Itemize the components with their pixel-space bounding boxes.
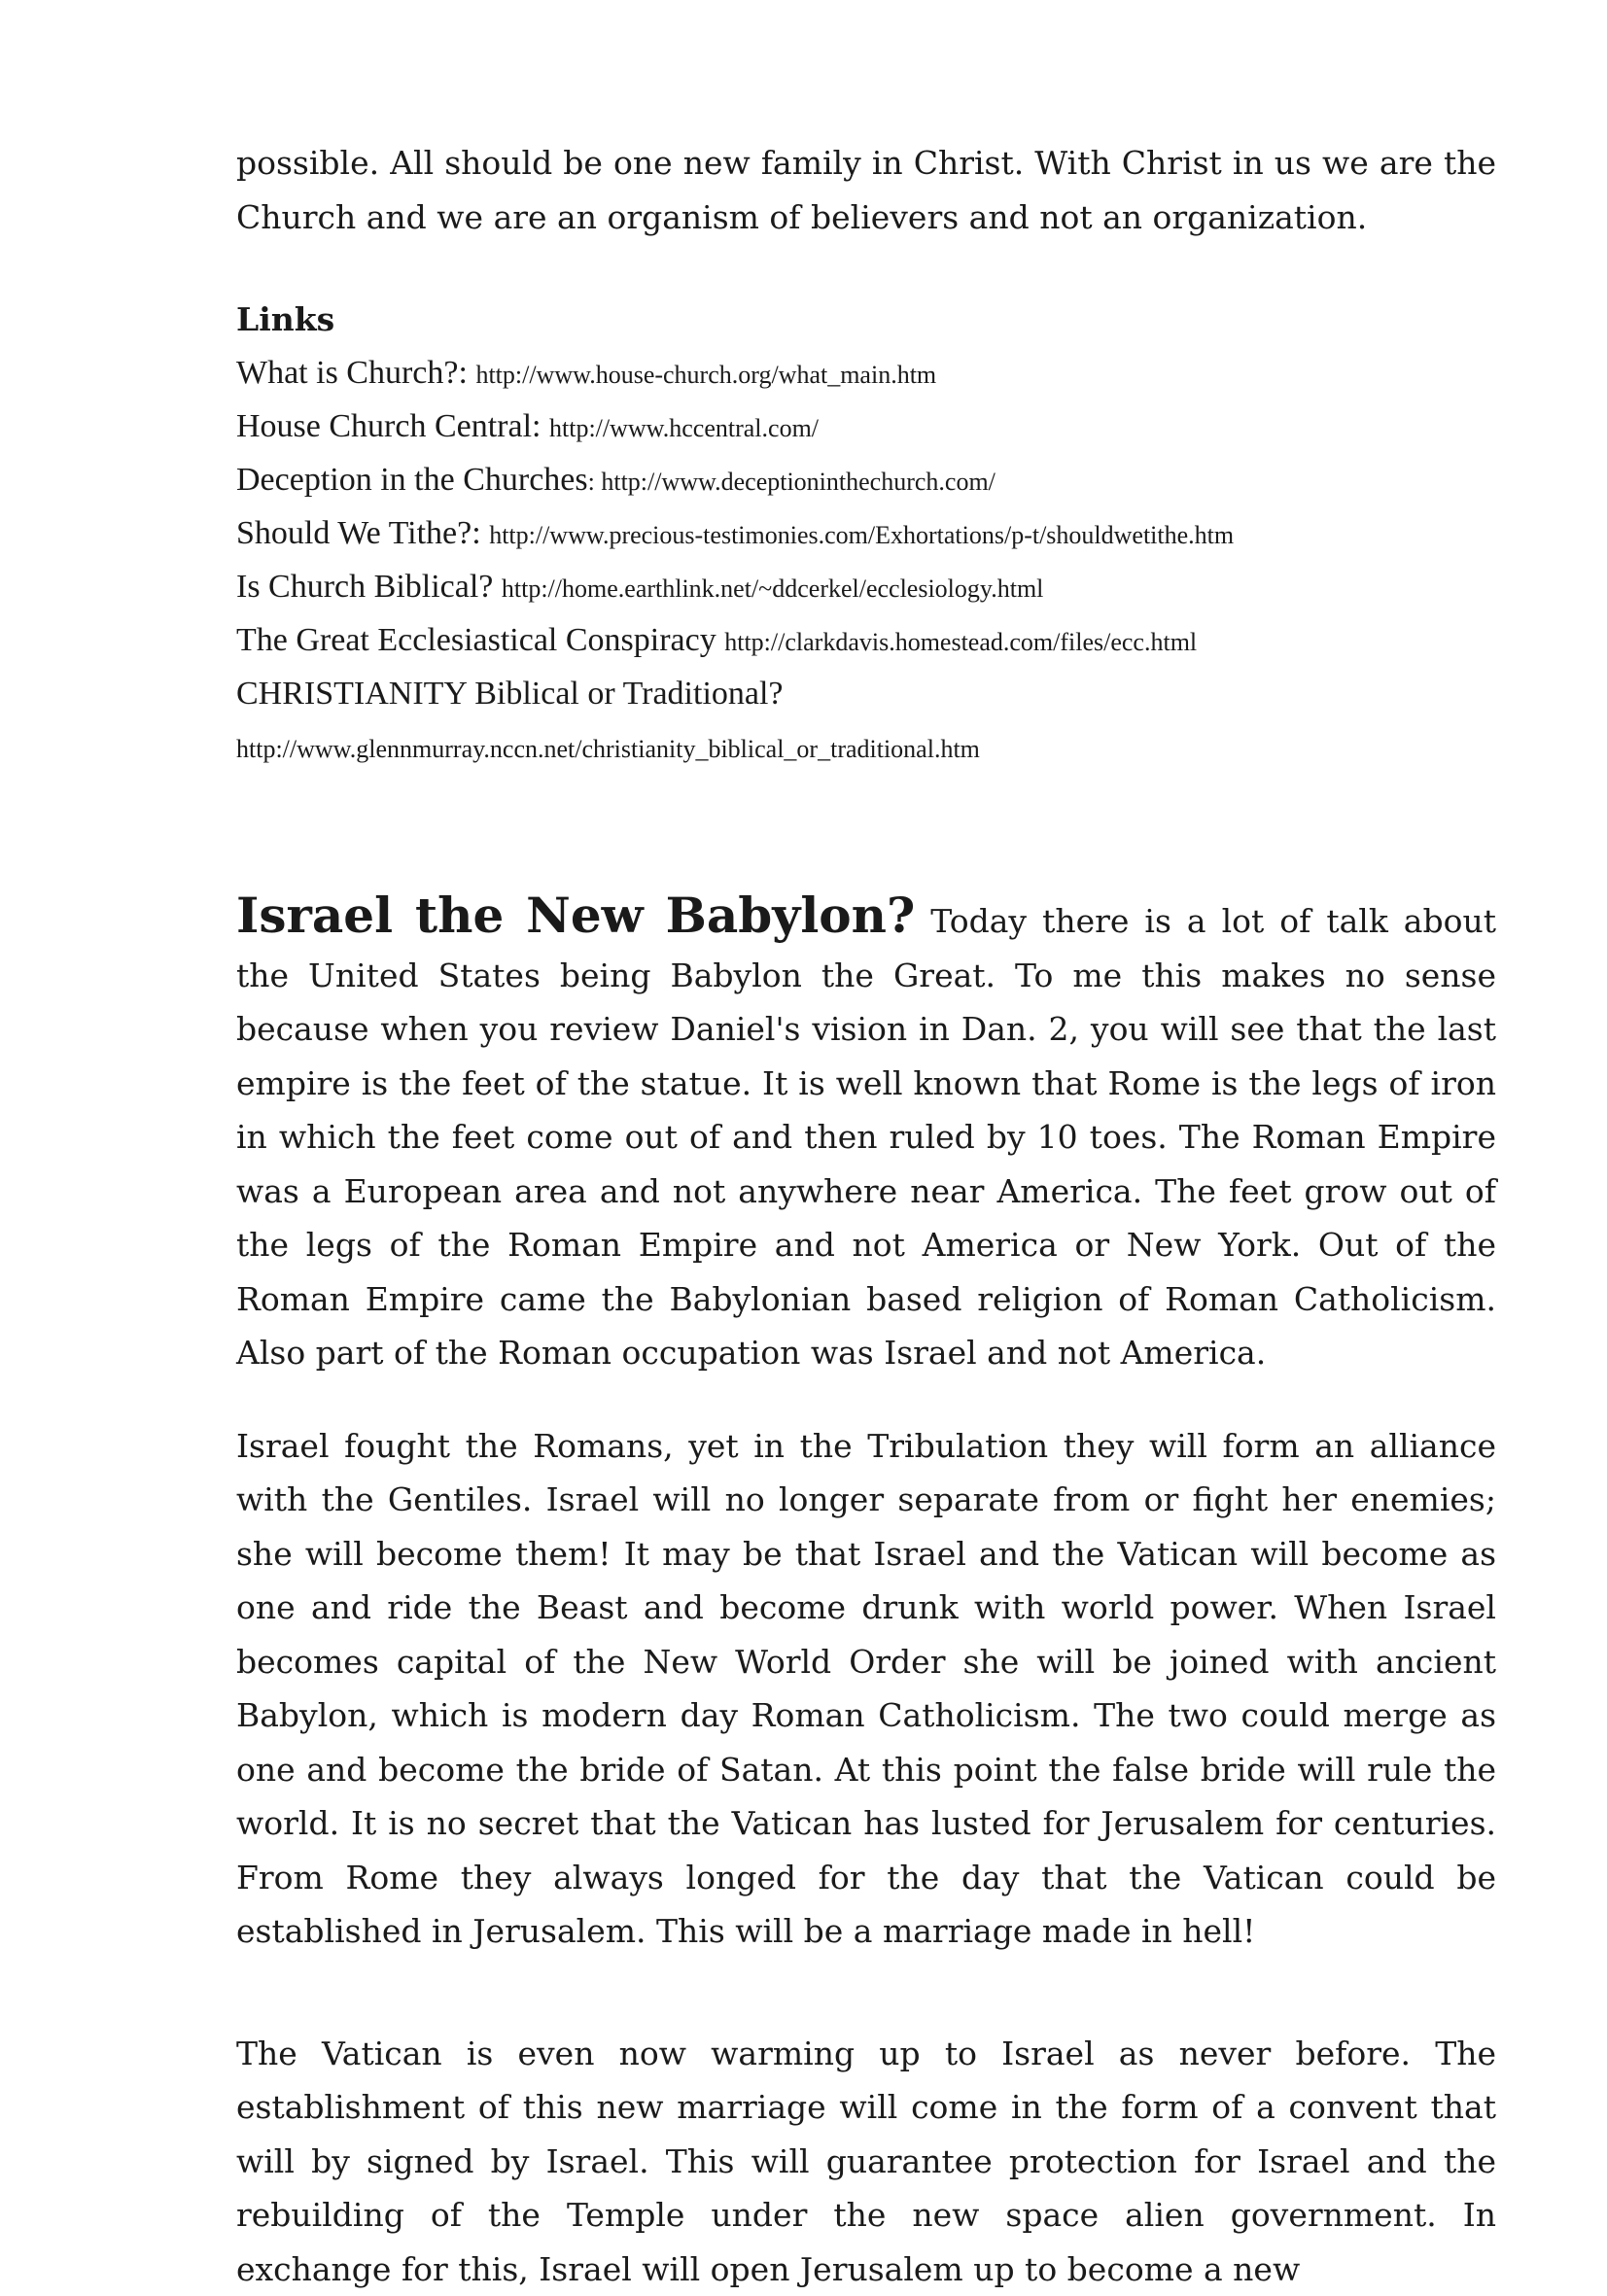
link-url[interactable]: http://clarkdavis.homestead.com/files/ecc.html <box>724 628 1197 656</box>
link-title: Should We Tithe?: <box>236 515 489 551</box>
link-title: What is Church?: <box>236 355 475 391</box>
link-url[interactable]: http://www.hccentral.com/ <box>549 414 819 442</box>
section-title: Israel the New Babylon? <box>236 887 915 944</box>
links-section <box>236 293 1496 774</box>
link-item <box>236 613 1496 667</box>
link-url[interactable]: : http://www.deceptioninthechurch.com/ <box>588 468 996 496</box>
link-title: CHRISTIANITY Biblical or Traditional? <box>236 676 784 712</box>
link-title: Deception in the Churches <box>236 462 588 498</box>
link-item <box>236 453 1496 506</box>
section-first-paragraph <box>236 888 1496 1380</box>
link-url[interactable]: http://www.house-church.org/what_main.htm <box>475 361 936 389</box>
intro-paragraph: possible. All should be one new family in Christ. With Christ in us we are the Church and we are an organism of believers and not an organization. <box>236 136 1496 244</box>
link-url[interactable]: http://www.precious-testimonies.com/Exhortations/p-t/shouldwetithe.htm <box>489 521 1234 549</box>
link-item <box>236 667 1496 720</box>
link-url[interactable]: http://home.earthlink.net/~ddcerkel/ecclesiology.html <box>502 574 1044 603</box>
links-heading: Links <box>236 293 1496 346</box>
link-item <box>236 720 1496 774</box>
link-item <box>236 400 1496 453</box>
section-paragraph-2: Israel fought the Romans, yet in the Tribulation they will form an alliance with the Gentiles. Israel will no longer separate from or fight her enemies; she will become them! It may be that Israel and the Vatican will become as one and ride the Beast and become drunk with world power. When Israel becomes capital of the New World Order she will be joined with ancient Babylon, which is modern day Roman Catholicism. The two could merge as one and become the bride of Satan. At this point the false bride will rule the world. It is no secret that the Vatican has lusted for Jerusalem for centuries. From Rome they always longed for the day that the Vatican could be established in Jerusalem. This will be a marriage made in hell! <box>236 1419 1496 1959</box>
section-paragraph-3: The Vatican is even now warming up to Israel as never before. The establishment of this new marriage will come in the form of a convent that will by signed by Israel. This will guarantee protection for Israel and the rebuilding of the Temple under the new space alien government. In exchange for this, Israel will open Jerusalem up to become a new <box>236 2027 1496 2296</box>
link-title: House Church Central: <box>236 408 549 444</box>
link-item <box>236 560 1496 613</box>
link-item <box>236 506 1496 560</box>
article-section <box>236 888 1496 2296</box>
link-title: Is Church Biblical? <box>236 569 502 605</box>
link-url[interactable]: http://www.glennmurray.nccn.net/christianity_biblical_or_traditional.htm <box>236 735 980 763</box>
document-page <box>236 136 1496 2296</box>
link-title: The Great Ecclesiastical Conspiracy <box>236 622 724 658</box>
link-item <box>236 346 1496 400</box>
section-first-paragraph-text: Today there is a lot of talk about the United States being Babylon the Great. To me this makes no sense because when you review Daniel's vision in Dan. 2, you will see that the last empire is the feet of the statue. It is well known that Rome is the legs of iron in which the feet come out of and then ruled by 10 toes. The Roman Empire was a European area and not anywhere near America. The feet grow out of the legs of the Roman Empire and not America or New York. Out of the Roman Empire came the Babylonian based religion of Roman Catholicism. Also part of the Roman occupation was Israel and not America. <box>236 902 1496 1372</box>
